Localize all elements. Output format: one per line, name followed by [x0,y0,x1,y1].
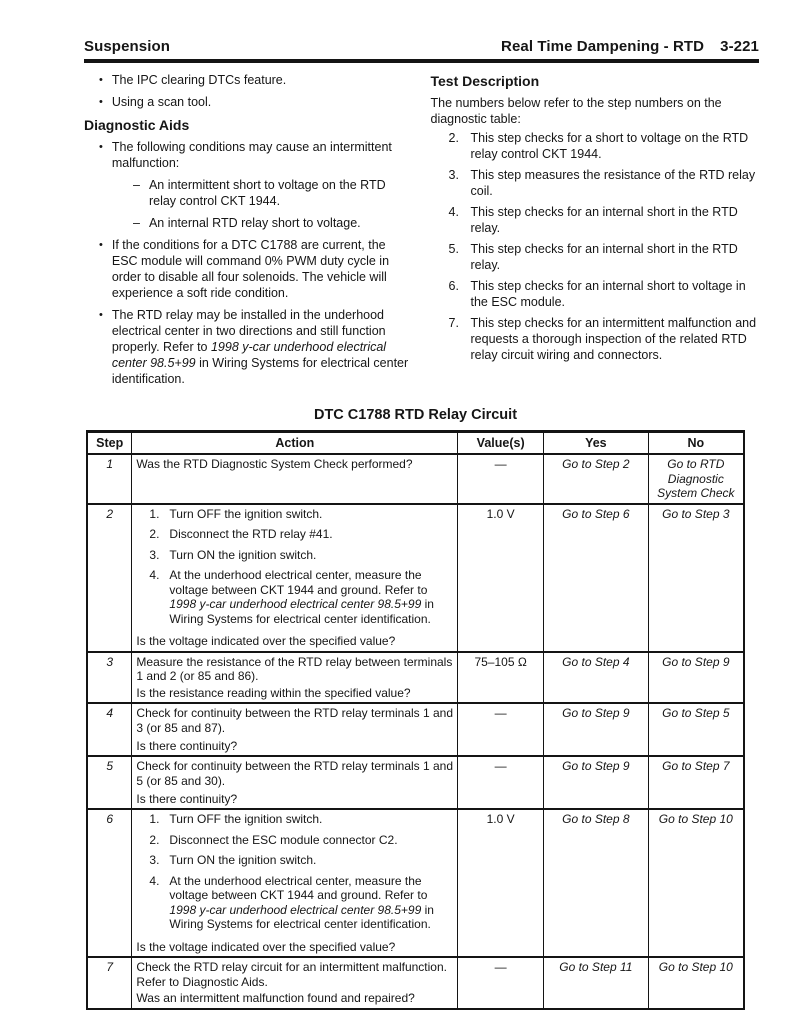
value-cell: — [458,703,544,756]
chapter-header [501,38,759,55]
value-cell: — [458,454,544,504]
no-cell: Go to Step 10 [648,809,744,957]
action-cell [132,809,458,957]
action-steps: 1. Turn OFF the ignition switch. 2. Disconnect the ESC module connector C2. 3. Turn ON the ignition switch. 4. At the underhood electrical center, measure the voltage between CKT 1944 and ground. Refer to 1998 y-car underhood electrical center 98.5+99 in Wiring Systems for electrical center identification. [149,812,434,931]
action-text: Measure the resistance of the RTD relay between terminals 1 and 2 (or 85 and 86). [136,654,453,683]
bullet-marker: • [99,95,103,108]
table-title: DTC C1788 RTD Relay Circuit [313,406,518,423]
action-cell [132,652,458,704]
no-cell: Go to Step 10 [648,957,744,1009]
step-number: 4 [87,703,132,756]
bullet-marker: • [99,308,103,321]
item-number: 6. [448,278,459,293]
step-number: 2 [87,504,132,652]
document-reference: 1998 y-car underhood electrical center 98.5+99 [169,597,422,611]
value-cell: — [458,756,544,809]
action-cell [132,454,458,504]
page-header [84,38,759,55]
yes-cell: Go to Step 2 [544,454,649,504]
list-item-text: The RTD relay may be installed in the underhood electrical center in two directions and still function properly. Refer to 1998 y-car underhood electrical center 98.5+99 in Wiring Systems for electrical center identification. [111,307,409,386]
col-header-values: Value(s) [458,431,544,454]
item-number: 5. [448,241,459,256]
col-header-yes: Yes [544,431,649,454]
sub-list-item-text: An internal RTD relay short to voltage. [148,215,361,230]
yes-cell: Go to Step 9 [544,703,649,756]
list-item [84,139,413,171]
item-text: This step checks for an internal short in the RTD relay. [470,204,738,235]
action-question: Is the resistance reading within the specified value? [136,685,411,700]
table-row [87,809,744,957]
numbered-item [431,204,760,236]
test-description-intro: The numbers below refer to the step numbers on the diagnostic table: [430,95,722,126]
yes-cell: Go to Step 11 [544,957,649,1009]
value-cell: 1.0 V [458,504,544,652]
table-row [87,652,744,704]
table-row [87,957,744,1009]
list-item [84,94,413,110]
dash-marker: – [133,215,140,230]
action-steps: 1. Turn OFF the ignition switch. 2. Disconnect the RTD relay #41. 3. Turn ON the ignition switch. 4. At the underhood electrical center, measure the voltage between CKT 1944 and ground. Refer to 1998 y-car underhood electrical center 98.5+99 in Wiring Systems for electrical center identification. [149,506,434,626]
list-item-text: The following conditions may cause an intermittent malfunction: [111,139,392,170]
item-text: This step checks for an intermittent malfunction and requests a thorough inspection of the related RTD relay circuit wiring and connectors. [470,315,757,362]
item-number: 3. [448,167,459,182]
item-text: This step measures the resistance of the RTD relay coil. [470,167,756,198]
action-question: Is the voltage indicated over the specified value? [136,939,396,954]
diagnostic-aids-heading: Diagnostic Aids [84,116,190,133]
action-text: Check for continuity between the RTD relay terminals 1 and 3 (or 85 and 87). [136,706,454,735]
table-row [87,454,744,504]
body-columns [84,72,759,393]
yes-cell: Go to Step 6 [544,504,649,652]
test-description-heading: Test Description [430,72,540,89]
action-question: Is the voltage indicated over the specified value? [136,634,396,648]
action-question: Is there continuity? [136,791,238,806]
action-question: Was an intermittent malfunction found and repaired? [136,991,415,1005]
yes-cell: Go to Step 8 [544,809,649,957]
list-item-text: Using a scan tool. [111,94,212,109]
action-text: Check the RTD relay circuit for an intermittent malfunction. Refer to Diagnostic Aids. [136,960,447,989]
no-cell: Go to RTD Diagnostic System Check [648,454,744,504]
col-header-no: No [648,431,744,454]
dash-marker: – [133,177,140,192]
step-number: 6 [87,809,132,957]
no-cell: Go to Step 3 [648,504,744,652]
yes-cell: Go to Step 4 [544,652,649,704]
value-cell: 1.0 V [458,809,544,957]
action-cell [132,703,458,756]
document-reference: 1998 y-car underhood electrical center 98.5+99 [169,902,422,917]
no-cell: Go to Step 5 [648,703,744,756]
page-number: 3-221 [720,38,759,55]
numbered-item [431,130,760,162]
col-header-step: Step [87,431,132,454]
left-column [84,72,413,393]
chapter-title: Real Time Dampening - RTD [501,38,705,55]
section-title: Suspension [84,38,171,55]
numbered-item [431,278,760,310]
step-number: 7 [87,957,132,1009]
list-item-text: If the conditions for a DTC C1788 are current, the ESC module will command 0% PWM duty cycle in order to disable all four solenoids. The vehicle will experience a soft ride condition. [111,237,390,300]
item-number: 2. [448,130,459,145]
action-cell [132,504,458,652]
bullet-marker: • [99,140,103,153]
numbered-item [431,315,760,363]
right-column [431,72,760,393]
item-text: This step checks for a short to voltage on the RTD relay control CKT 1944. [470,130,749,161]
step-number: 5 [87,756,132,809]
sub-list-item-text: An intermittent short to voltage on the RTD relay control CKT 1944. [148,177,386,208]
value-cell: — [458,957,544,1009]
step-number: 1 [87,454,132,504]
item-number: 4. [448,204,459,219]
bullet-marker: • [99,73,103,86]
no-cell: Go to Step 7 [648,756,744,809]
sub-list-item [84,215,413,231]
sub-list-item [84,177,413,209]
yes-cell: Go to Step 9 [544,756,649,809]
numbered-item [431,167,760,199]
table-header-row [87,431,744,454]
list-item [84,72,413,88]
numbered-item [431,241,760,273]
action-text: Check for continuity between the RTD relay terminals 1 and 5 (or 85 and 30). [136,759,454,788]
step-number: 3 [87,652,132,704]
list-item [84,307,413,387]
bullet-marker: • [99,238,103,251]
action-question: Is there continuity? [136,738,238,753]
col-header-action: Action [132,431,458,454]
action-cell [132,957,458,1009]
value-cell: 75–105 Ω [458,652,544,704]
list-item-text: The IPC clearing DTCs feature. [111,72,287,87]
header-rule [84,59,759,63]
table-row [87,504,744,652]
item-text: This step checks for an internal short in the RTD relay. [470,241,738,272]
no-cell: Go to Step 9 [648,652,744,704]
dtc-c1788-table [86,430,745,1010]
action-cell [132,756,458,809]
item-text: This step checks for an internal short to voltage in the ESC module. [470,278,746,309]
item-number: 7. [448,315,459,330]
table-row [87,756,744,809]
action-question: Was the RTD Diagnostic System Check performed? [136,457,413,471]
table-row [87,703,744,756]
document-reference: 1998 y-car underhood electrical center 98.5+99 [111,339,387,370]
list-item [84,237,413,301]
